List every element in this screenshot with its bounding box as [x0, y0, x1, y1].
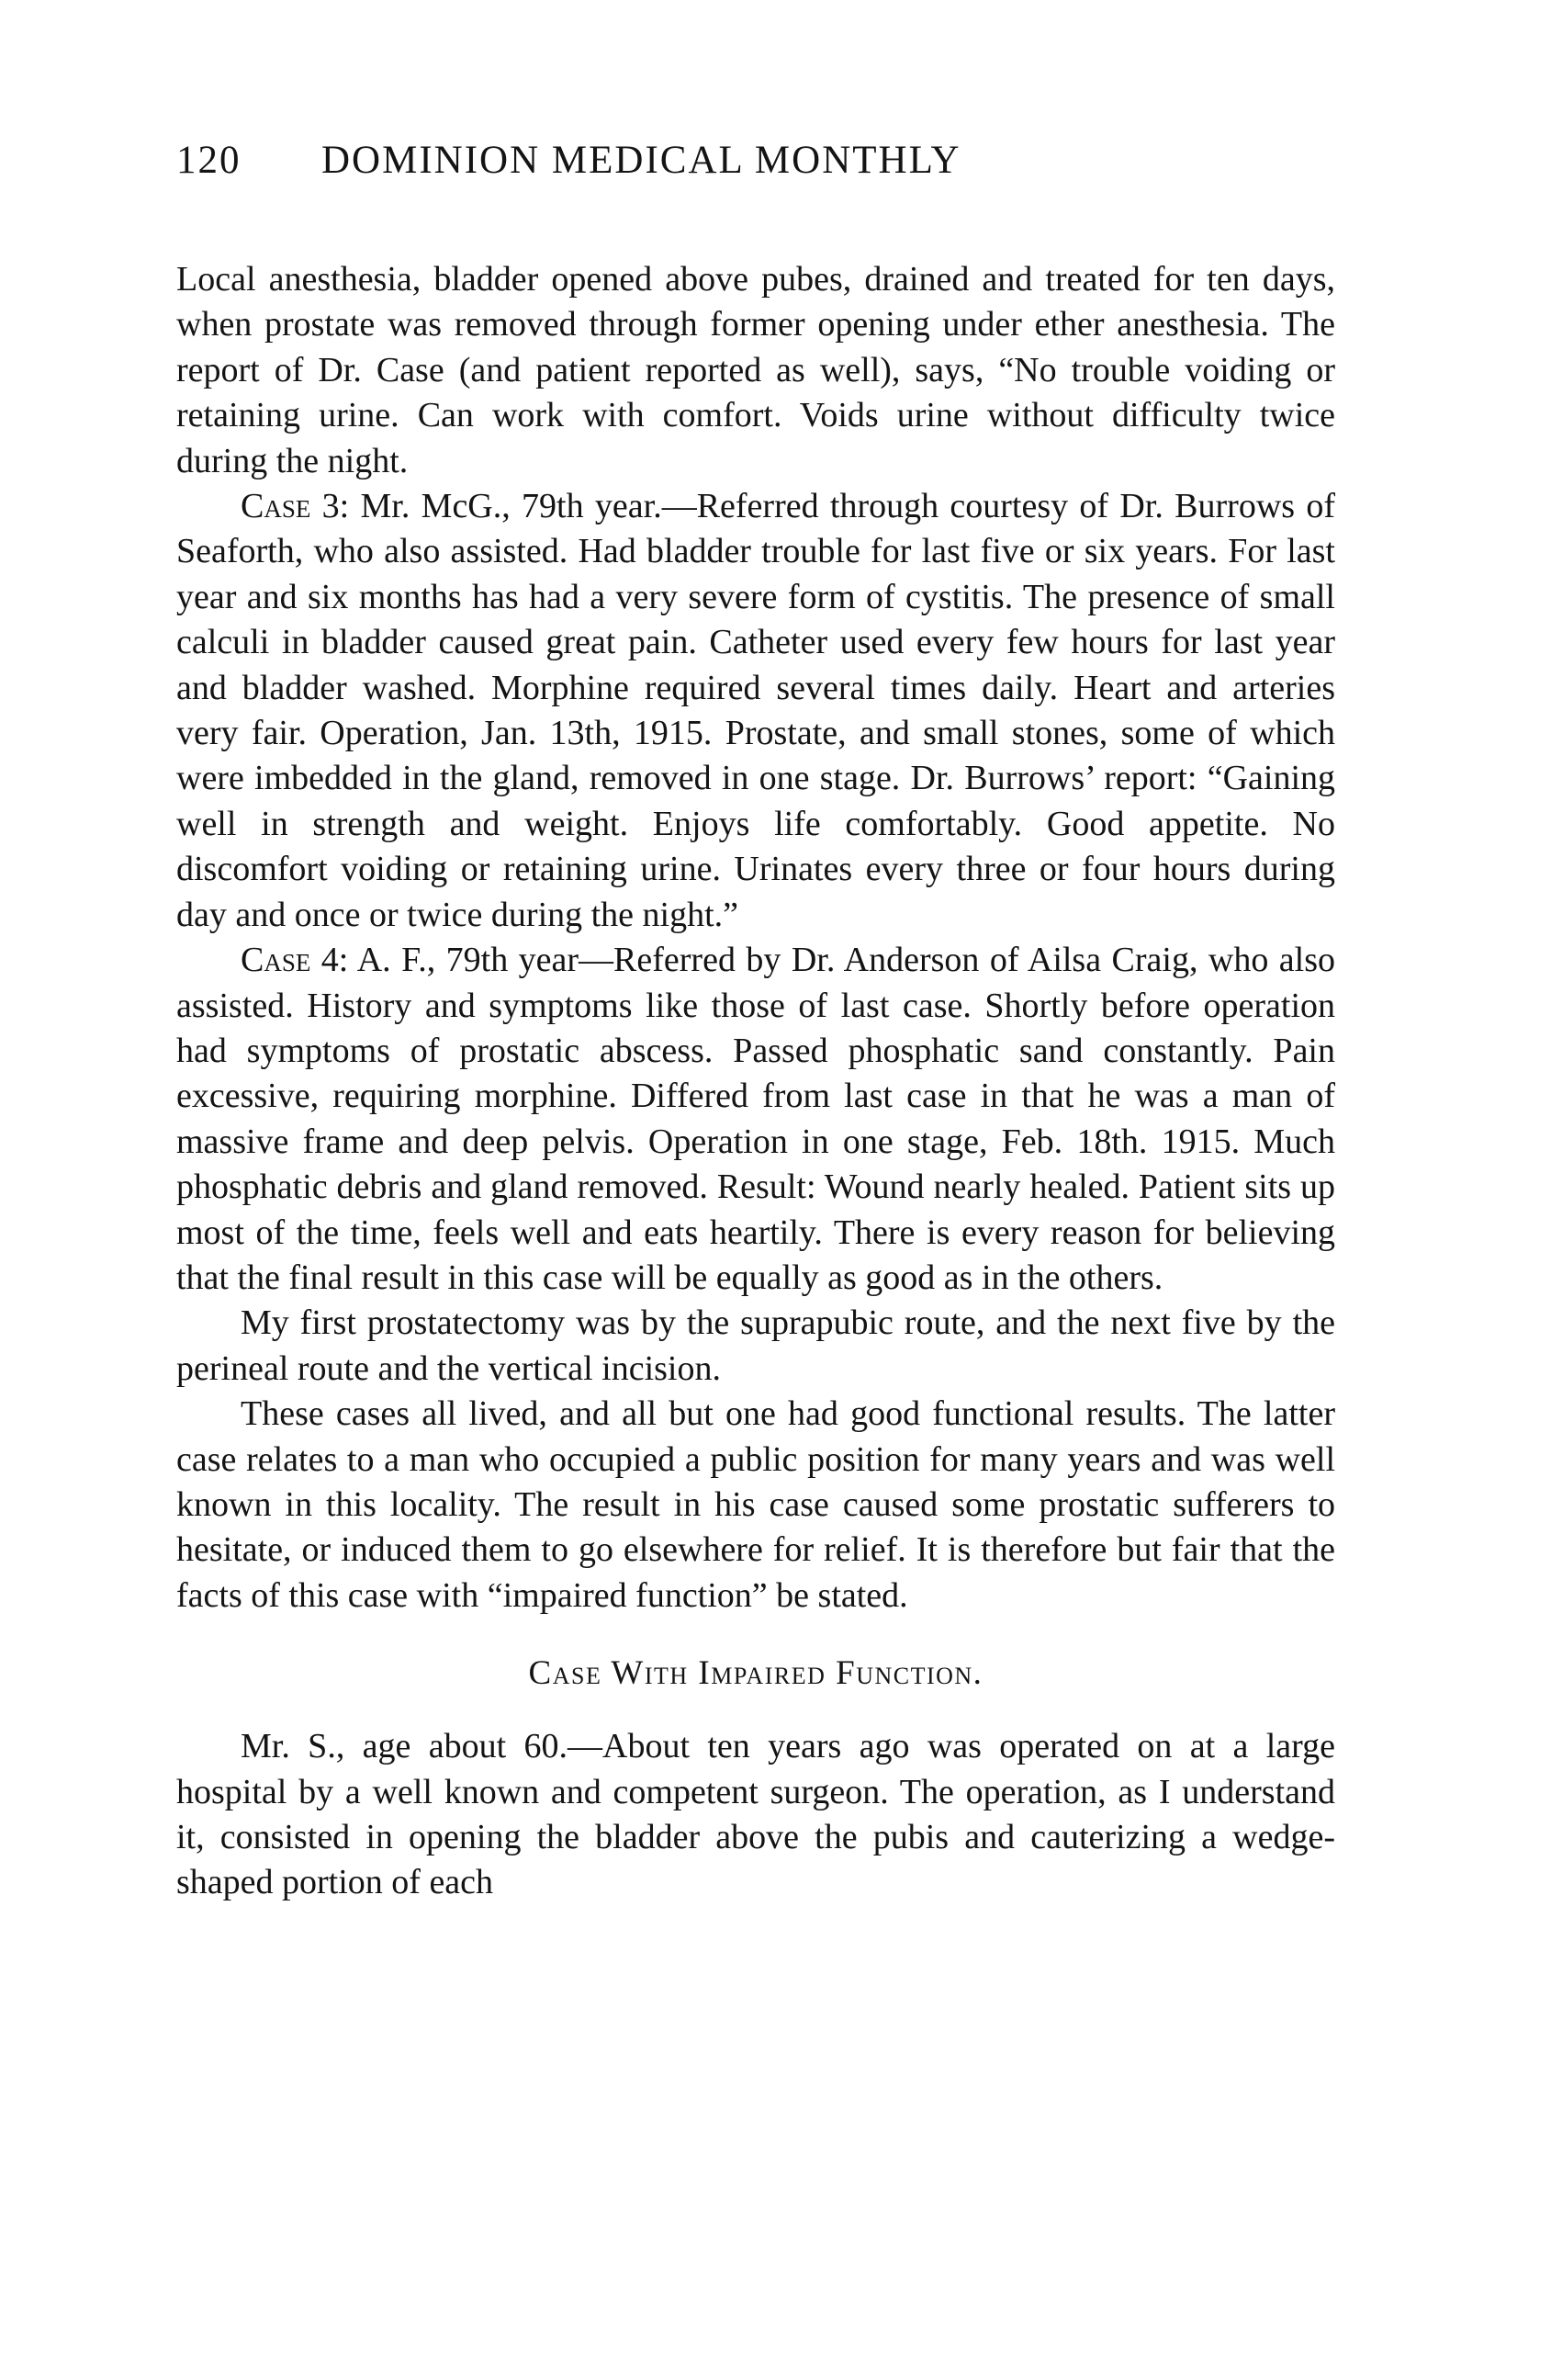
paragraph-first-prostatectomy — [176, 1301, 1335, 1392]
running-head — [176, 138, 1335, 220]
page — [176, 138, 1335, 1906]
article-body — [176, 257, 1335, 1906]
paragraph-results — [176, 1392, 1335, 1619]
case-label: Case 4: — [241, 941, 349, 980]
journal-title: DOMINION MEDICAL MONTHLY — [321, 139, 961, 182]
case-label: Case 3: — [241, 487, 350, 526]
paragraph-text: Mr. S., age about 60.—About ten years ago was operated on at a large hospital by a well known and competent surgeon. The operation, as I understand it, consisted in opening the bladder above the pubis and cauterizing a wedge-shaped portion of each — [176, 1727, 1335, 1902]
section-heading: Case With Impaired Function. — [528, 1654, 983, 1693]
paragraph-impaired-function-case — [176, 1724, 1335, 1906]
paragraph-text: Local anesthesia, bladder opened above pubes, drained and treated for ten days, when prostate was removed through former opening under ether anesthesia. The report of Dr. Case (and patient reported as well), says, “No trouble voiding or retaining urine. Can work with comfort. Voids urine without difficulty twice during the night. — [176, 260, 1335, 480]
paragraph-case-3 — [176, 484, 1335, 938]
paragraph-text: Mr. McG., 79th year.—Referred through courtesy of Dr. Burrows of Seaforth, who also assisted. Had bladder trouble for last five or six years. For last year and six months has had a very severe form of cystitis. The presence of small calculi in bladder caused great pain. Catheter used every few hours for last year and bladder washed. Morphine required several times daily. Heart and arteries very fair. Operation, Jan. 13th, 1915. Prostate, and small stones, some of which were imbedded in the gland, removed in one stage. Dr. Burrows’ report: “Gaining well in strength and weight. Enjoys life comfortably. Good appetite. No discomfort voiding or retaining urine. Urinates every three or four hours during day and once or twice during the night.” — [176, 487, 1335, 934]
paragraph-case-2-continued — [176, 257, 1335, 484]
paragraph-text: A. F., 79th year—Referred by Dr. Anderson of Ailsa Craig, who also assisted. History and symptoms like those of last case. Shortly before operation had symptoms of prostatic abscess. Passed phosphatic sand constantly. Pain excessive, requiring morphine. Differed from last case in that he was a man of massive frame and deep pelvis. Operation in one stage, Feb. 18th. 1915. Much phosphatic debris and gland removed. Result: Wound nearly healed. Patient sits up most of the time, feels well and eats heartily. There is every reason for believing that the final result in this case will be equally as good as in the others. — [176, 941, 1335, 1297]
paragraph-text: These cases all lived, and all but one had good functional results. The latter case relates to a man who occupied a public position for many years and was well known in this locality. The result in his case caused some prostatic sufferers to hesitate, or induced them to go elsewhere for relief. It is therefore but fair that the facts of this case with “impaired function” be stated. — [176, 1394, 1335, 1615]
paragraph-text: My first prostatectomy was by the suprapubic route, and the next five by the perineal route and the vertical incision. — [176, 1303, 1335, 1388]
page-number: 120 — [176, 139, 242, 182]
paragraph-case-4 — [176, 938, 1335, 1301]
